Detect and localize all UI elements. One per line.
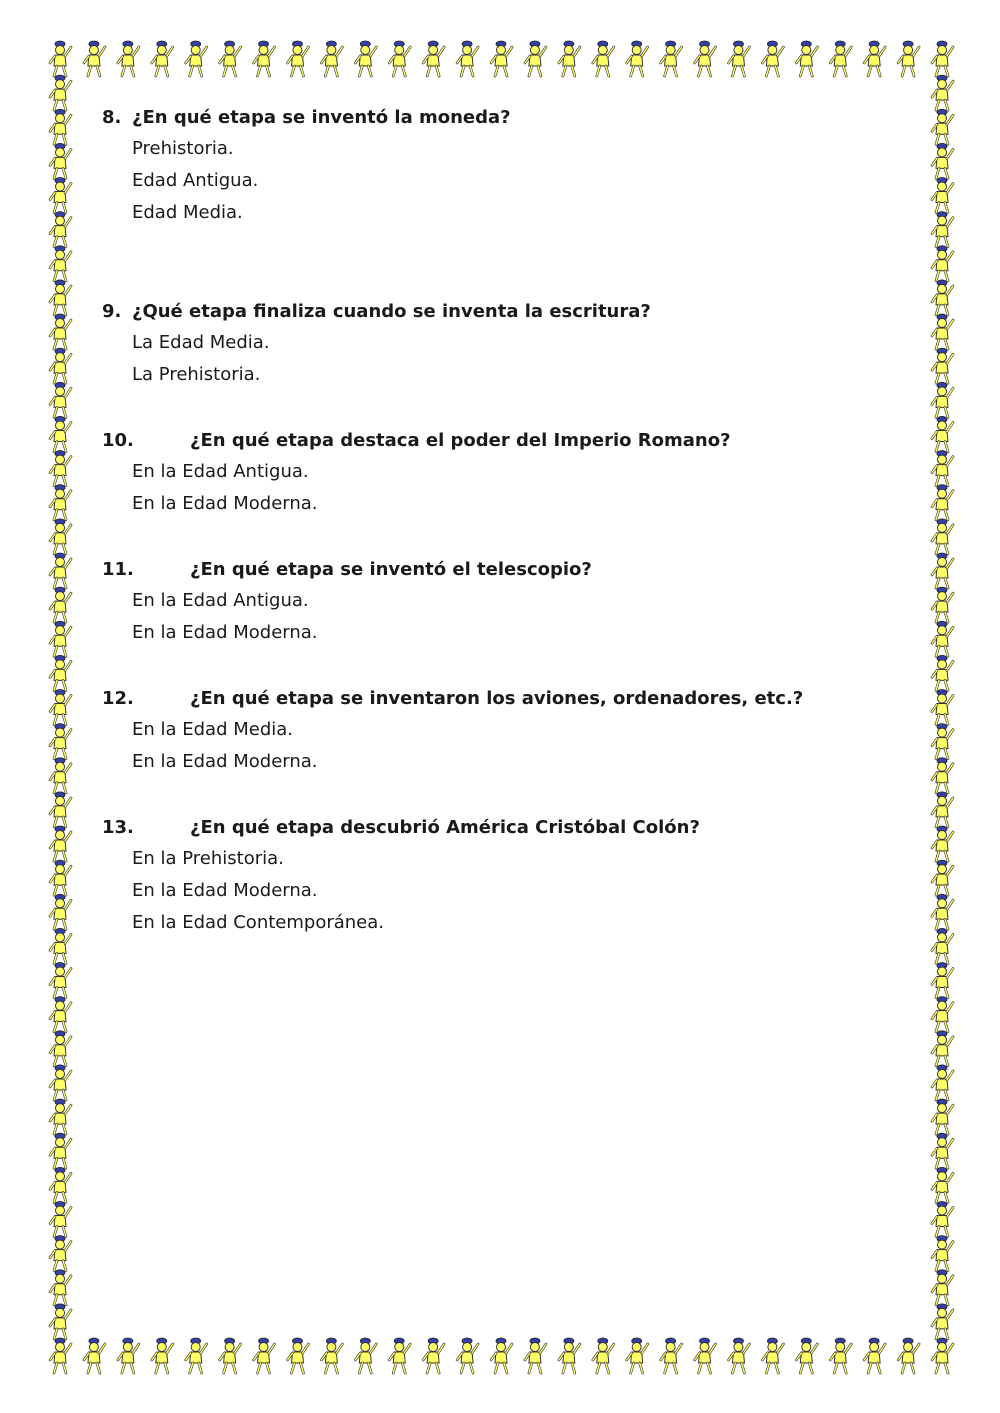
cheering-person-icon bbox=[50, 655, 71, 690]
cheering-person-icon bbox=[50, 1270, 71, 1305]
cheering-person-icon bbox=[152, 1338, 173, 1373]
cheering-person-icon bbox=[695, 1338, 716, 1373]
cheering-person-icon bbox=[627, 1338, 648, 1373]
cheering-person-icon bbox=[932, 41, 953, 76]
cheering-person-icon bbox=[321, 1338, 342, 1373]
cheering-person-icon bbox=[932, 894, 953, 929]
cheering-person-icon bbox=[932, 451, 953, 486]
answer-option: En la Edad Antigua. bbox=[132, 590, 309, 611]
cheering-person-icon bbox=[50, 860, 71, 895]
cheering-person-icon bbox=[50, 997, 71, 1032]
cheering-person-icon bbox=[932, 963, 953, 998]
cheering-person-icon bbox=[50, 178, 71, 213]
question-12 bbox=[102, 684, 922, 778]
answer-option: En la Edad Contemporánea. bbox=[132, 912, 384, 933]
cheering-person-icon bbox=[932, 416, 953, 451]
question-9 bbox=[102, 297, 922, 391]
cheering-person-icon bbox=[50, 724, 71, 759]
cheering-person-icon bbox=[287, 1338, 308, 1373]
cheering-person-icon bbox=[932, 1031, 953, 1066]
question-text: ¿En qué etapa se inventó el telescopio? bbox=[190, 559, 592, 580]
cheering-person-icon bbox=[932, 1133, 953, 1168]
question-text: ¿En qué etapa se inventó la moneda? bbox=[132, 107, 511, 128]
cheering-person-icon bbox=[932, 1065, 953, 1100]
cheering-person-icon bbox=[50, 894, 71, 929]
cheering-person-icon bbox=[932, 280, 953, 315]
cheering-person-icon bbox=[932, 1338, 953, 1373]
question-text: ¿En qué etapa destaca el poder del Imperio Romano? bbox=[190, 430, 731, 451]
cheering-person-icon bbox=[118, 1338, 139, 1373]
cheering-person-icon bbox=[50, 1338, 71, 1373]
cheering-person-icon bbox=[932, 246, 953, 281]
cheering-person-icon bbox=[491, 1338, 512, 1373]
cheering-person-icon bbox=[321, 41, 342, 76]
question-number: 11. bbox=[102, 559, 134, 580]
cheering-person-icon bbox=[898, 1338, 919, 1373]
cheering-person-icon bbox=[932, 997, 953, 1032]
answer-option: La Edad Media. bbox=[132, 332, 270, 353]
question-13 bbox=[102, 813, 922, 939]
cheering-person-icon bbox=[864, 41, 885, 76]
cheering-person-icon bbox=[254, 41, 275, 76]
question-text-line bbox=[102, 297, 922, 327]
cheering-person-icon bbox=[559, 41, 580, 76]
cheering-person-icon bbox=[118, 41, 139, 76]
cheering-person-icon bbox=[50, 41, 71, 76]
cheering-person-icon bbox=[254, 1338, 275, 1373]
cheering-person-icon bbox=[50, 1167, 71, 1202]
cheering-person-icon bbox=[932, 348, 953, 383]
question-text: ¿Qué etapa finaliza cuando se inventa la escritura? bbox=[132, 301, 651, 322]
question-text-line bbox=[102, 813, 922, 843]
question-text: ¿En qué etapa descubrió América Cristóbal Colón? bbox=[190, 817, 700, 838]
cheering-person-icon bbox=[932, 928, 953, 963]
cheering-person-icon bbox=[661, 1338, 682, 1373]
cheering-person-icon bbox=[84, 1338, 105, 1373]
answer-option: En la Edad Media. bbox=[132, 719, 294, 740]
cheering-person-icon bbox=[50, 75, 71, 110]
cheering-person-icon bbox=[932, 655, 953, 690]
cheering-person-icon bbox=[661, 41, 682, 76]
cheering-person-icon bbox=[220, 41, 241, 76]
cheering-person-icon bbox=[932, 314, 953, 349]
cheering-person-icon bbox=[762, 1338, 783, 1373]
cheering-person-icon bbox=[932, 143, 953, 178]
cheering-person-icon bbox=[186, 41, 207, 76]
cheering-person-icon bbox=[525, 1338, 546, 1373]
cheering-person-icon bbox=[50, 280, 71, 315]
cheering-person-icon bbox=[50, 382, 71, 417]
cheering-person-icon bbox=[50, 246, 71, 281]
cheering-person-icon bbox=[932, 212, 953, 247]
cheering-person-icon bbox=[50, 826, 71, 861]
cheering-person-icon bbox=[355, 1338, 376, 1373]
cheering-person-icon bbox=[932, 519, 953, 554]
cheering-person-icon bbox=[559, 1338, 580, 1373]
cheering-person-icon bbox=[287, 41, 308, 76]
cheering-person-icon bbox=[932, 1167, 953, 1202]
cheering-person-icon bbox=[50, 690, 71, 725]
cheering-person-icon bbox=[762, 41, 783, 76]
cheering-person-icon bbox=[830, 41, 851, 76]
cheering-person-icon bbox=[932, 1201, 953, 1236]
cheering-person-icon bbox=[423, 41, 444, 76]
cheering-person-icon bbox=[932, 792, 953, 827]
cheering-person-icon bbox=[932, 587, 953, 622]
cheering-person-icon bbox=[830, 1338, 851, 1373]
question-text: ¿En qué etapa se inventaron los aviones, ordenadores, etc.? bbox=[190, 688, 804, 709]
cheering-person-icon bbox=[728, 41, 749, 76]
cheering-person-icon bbox=[593, 41, 614, 76]
cheering-person-icon bbox=[50, 348, 71, 383]
cheering-person-icon bbox=[796, 1338, 817, 1373]
cheering-person-icon bbox=[491, 41, 512, 76]
cheering-person-icon bbox=[627, 41, 648, 76]
cheering-person-icon bbox=[932, 109, 953, 144]
question-text-line bbox=[102, 684, 922, 714]
cheering-person-icon bbox=[932, 758, 953, 793]
cheering-person-icon bbox=[728, 1338, 749, 1373]
cheering-person-icon bbox=[50, 314, 71, 349]
cheering-person-icon bbox=[932, 75, 953, 110]
cheering-person-icon bbox=[864, 1338, 885, 1373]
cheering-person-icon bbox=[389, 41, 410, 76]
cheering-person-icon bbox=[898, 41, 919, 76]
answer-option: En la Edad Moderna. bbox=[132, 493, 318, 514]
cheering-person-icon bbox=[932, 826, 953, 861]
question-number: 8. bbox=[102, 107, 122, 128]
cheering-person-icon bbox=[50, 1031, 71, 1066]
question-number: 10. bbox=[102, 430, 134, 451]
cheering-person-icon bbox=[932, 382, 953, 417]
answer-option: Prehistoria. bbox=[132, 138, 234, 159]
question-text-line bbox=[102, 426, 922, 456]
answer-option: La Prehistoria. bbox=[132, 364, 261, 385]
question-10 bbox=[102, 426, 922, 520]
cheering-person-icon bbox=[152, 41, 173, 76]
question-number: 12. bbox=[102, 688, 134, 709]
cheering-person-icon bbox=[84, 41, 105, 76]
cheering-person-icon bbox=[932, 178, 953, 213]
cheering-person-icon bbox=[50, 963, 71, 998]
cheering-person-icon bbox=[695, 41, 716, 76]
cheering-person-icon bbox=[50, 485, 71, 520]
cheering-person-icon bbox=[186, 1338, 207, 1373]
cheering-person-icon bbox=[932, 860, 953, 895]
cheering-person-icon bbox=[50, 792, 71, 827]
answer-option: En la Prehistoria. bbox=[132, 848, 284, 869]
cheering-person-icon bbox=[796, 41, 817, 76]
cheering-person-icon bbox=[50, 451, 71, 486]
cheering-person-icon bbox=[932, 621, 953, 656]
cheering-person-icon bbox=[50, 1099, 71, 1134]
cheering-person-icon bbox=[50, 1065, 71, 1100]
cheering-person-icon bbox=[932, 1270, 953, 1305]
answer-option: En la Edad Moderna. bbox=[132, 880, 318, 901]
cheering-person-icon bbox=[389, 1338, 410, 1373]
cheering-person-icon bbox=[50, 109, 71, 144]
cheering-person-icon bbox=[457, 41, 478, 76]
cheering-person-icon bbox=[932, 690, 953, 725]
question-number: 9. bbox=[102, 301, 122, 322]
cheering-person-icon bbox=[932, 1304, 953, 1339]
cheering-person-icon bbox=[50, 212, 71, 247]
question-11 bbox=[102, 555, 922, 649]
cheering-person-icon bbox=[932, 485, 953, 520]
question-text-line bbox=[102, 103, 922, 133]
cheering-person-icon bbox=[932, 1236, 953, 1271]
cheering-person-icon bbox=[50, 553, 71, 588]
answer-option: Edad Antigua. bbox=[132, 170, 259, 191]
cheering-person-icon bbox=[593, 1338, 614, 1373]
question-8 bbox=[102, 103, 922, 229]
question-text-line bbox=[102, 555, 922, 585]
cheering-person-icon bbox=[50, 1201, 71, 1236]
cheering-person-icon bbox=[50, 1236, 71, 1271]
cheering-person-icon bbox=[932, 1099, 953, 1134]
cheering-person-icon bbox=[355, 41, 376, 76]
cheering-person-icon bbox=[50, 1304, 71, 1339]
question-number: 13. bbox=[102, 817, 134, 838]
cheering-person-icon bbox=[932, 553, 953, 588]
cheering-person-icon bbox=[525, 41, 546, 76]
cheering-person-icon bbox=[457, 1338, 478, 1373]
cheering-person-icon bbox=[50, 621, 71, 656]
cheering-person-icon bbox=[50, 416, 71, 451]
cheering-person-icon bbox=[50, 758, 71, 793]
cheering-person-icon bbox=[50, 928, 71, 963]
cheering-person-icon bbox=[423, 1338, 444, 1373]
cheering-person-icon bbox=[50, 587, 71, 622]
cheering-person-icon bbox=[50, 143, 71, 178]
cheering-person-icon bbox=[50, 519, 71, 554]
answer-option: Edad Media. bbox=[132, 202, 243, 223]
answer-option: En la Edad Moderna. bbox=[132, 622, 318, 643]
answer-option: En la Edad Moderna. bbox=[132, 751, 318, 772]
answer-option: En la Edad Antigua. bbox=[132, 461, 309, 482]
cheering-person-icon bbox=[50, 1133, 71, 1168]
cheering-person-icon bbox=[220, 1338, 241, 1373]
cheering-person-icon bbox=[932, 724, 953, 759]
